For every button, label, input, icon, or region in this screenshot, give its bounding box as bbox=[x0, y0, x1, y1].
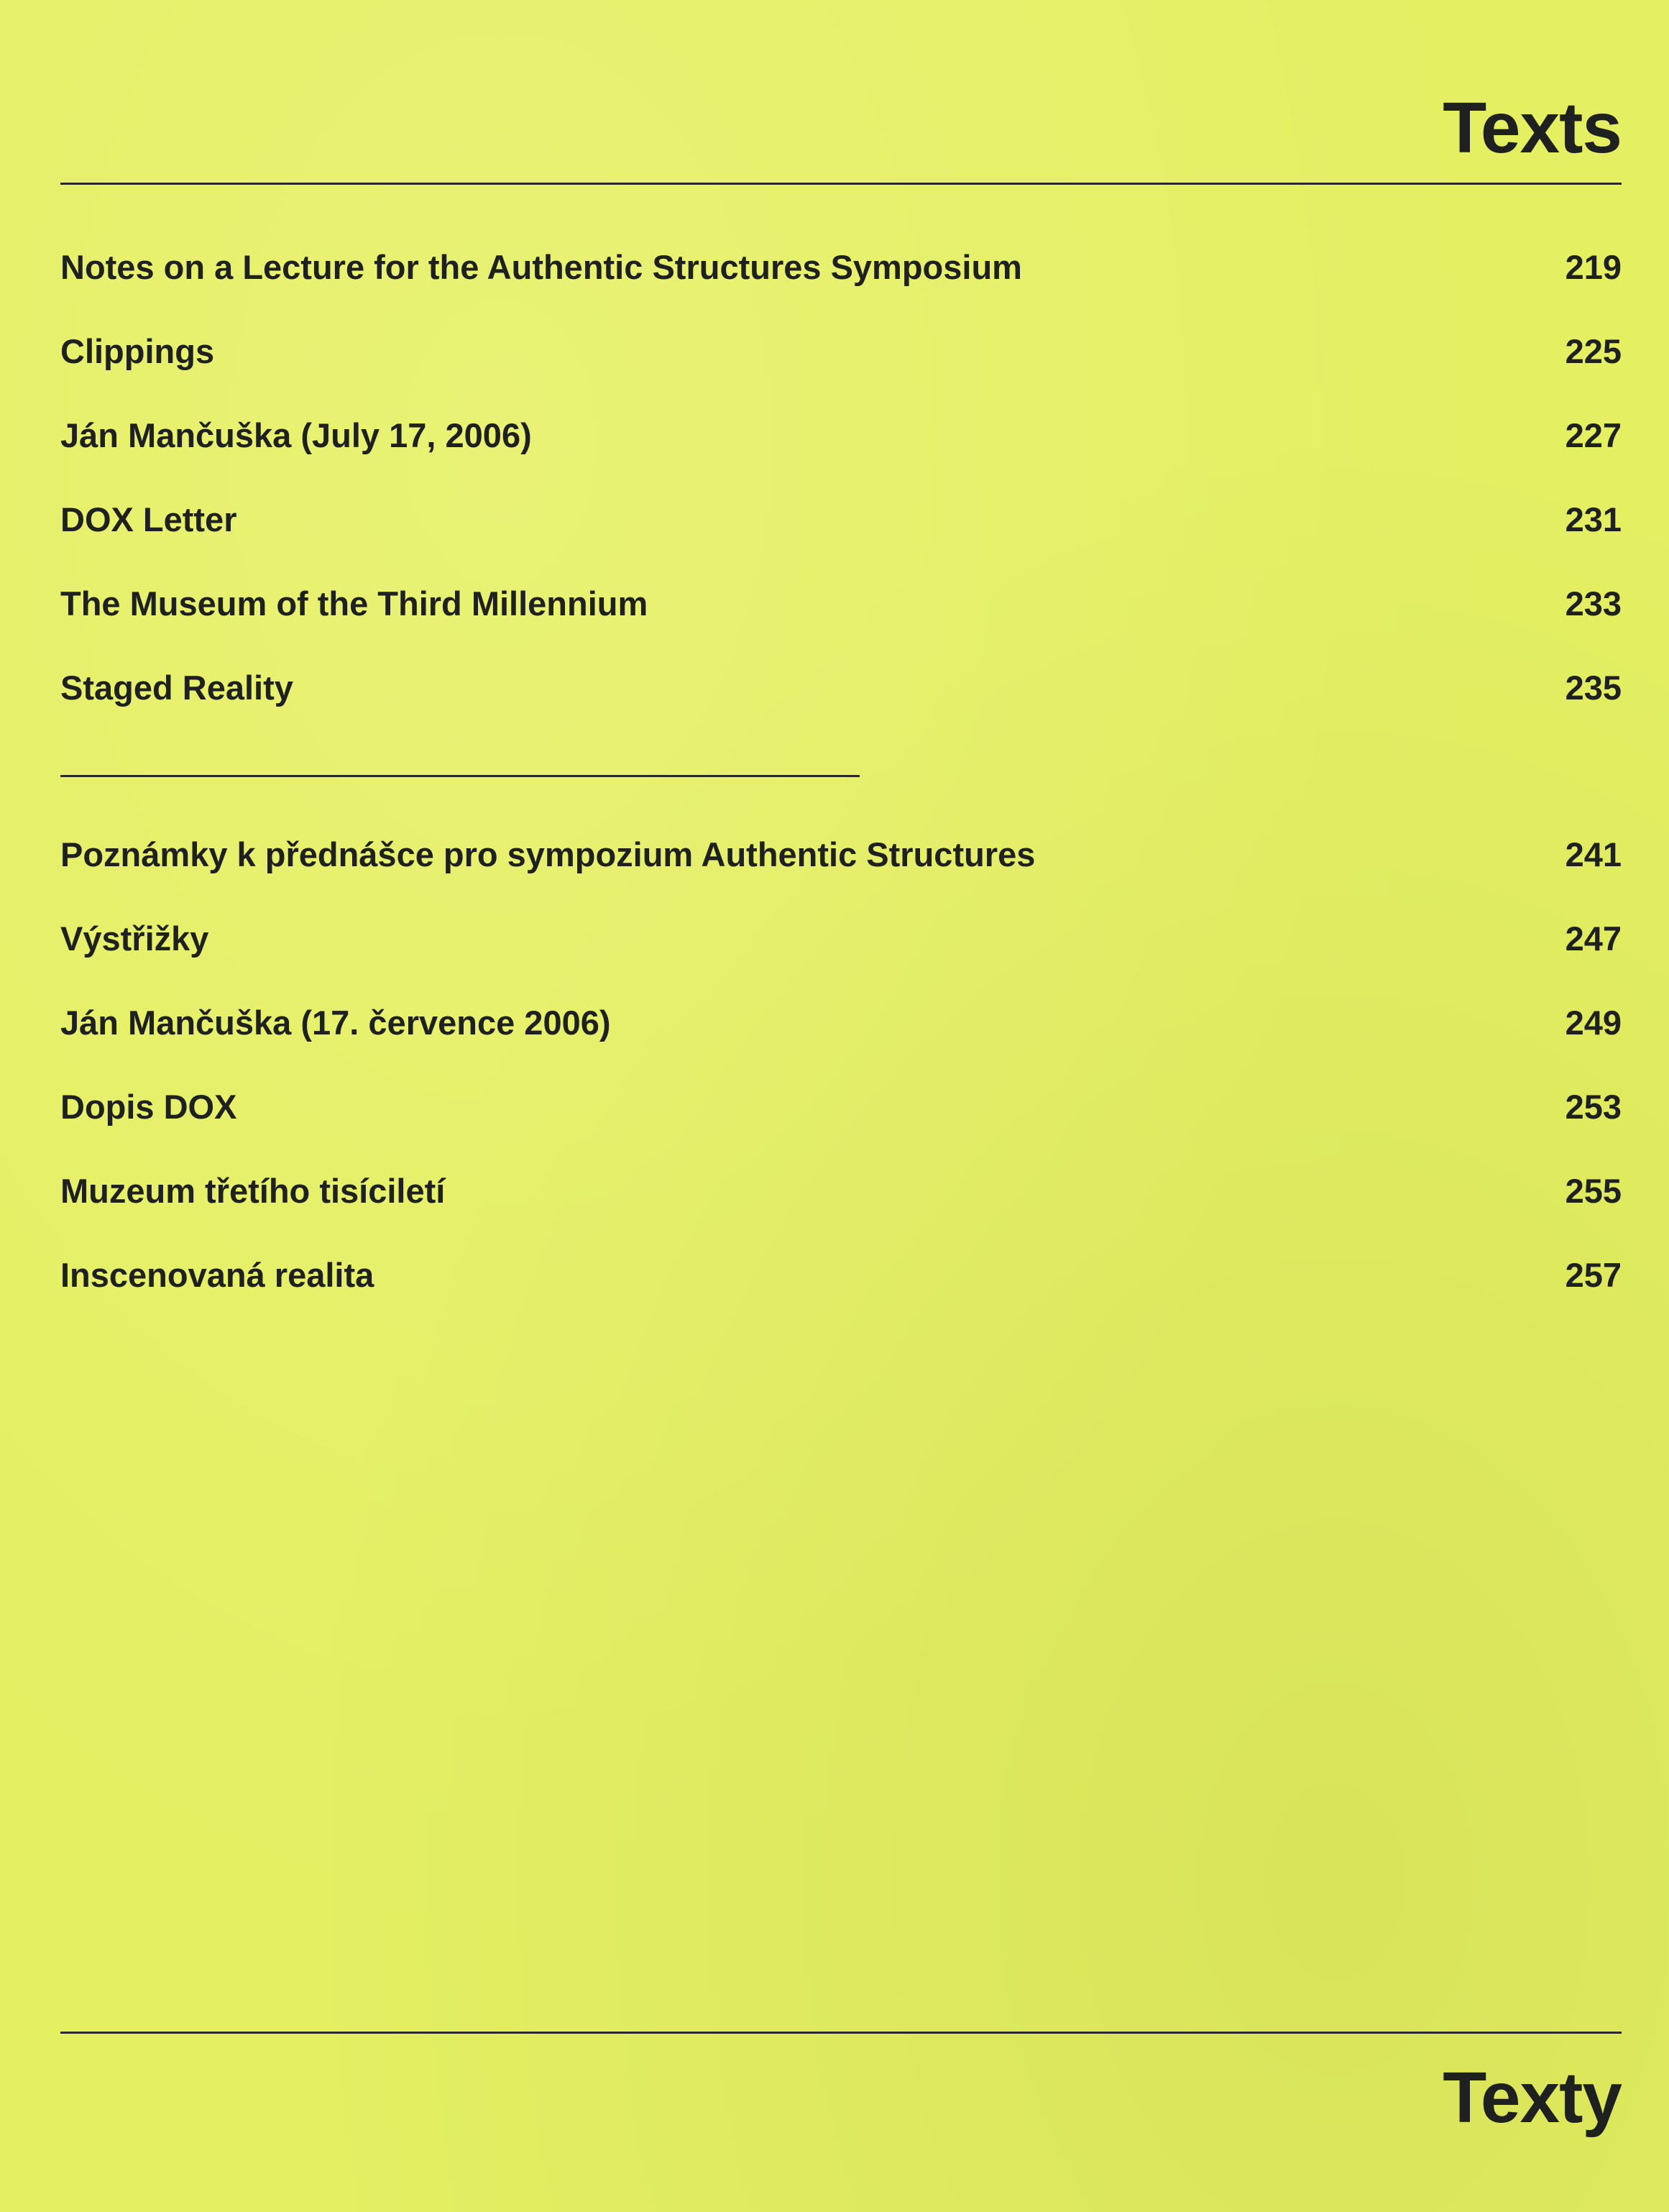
toc-english bbox=[60, 250, 1622, 755]
toc-entry-title: Inscenovaná realita bbox=[60, 1256, 374, 1294]
toc-entry-title: Staged Reality bbox=[60, 669, 293, 707]
toc-entry-page: 235 bbox=[1565, 669, 1622, 707]
toc-entry-title: Poznámky k přednášce pro sympozium Authentic Structures bbox=[60, 835, 1036, 873]
toc-czech bbox=[60, 837, 1622, 1342]
language-divider bbox=[60, 775, 860, 777]
toc-entry-page: 249 bbox=[1565, 1004, 1622, 1042]
toc-entry bbox=[60, 502, 1622, 587]
toc-entry bbox=[60, 671, 1622, 755]
toc-entry bbox=[60, 919, 1622, 1006]
toc-entry-page: 233 bbox=[1565, 584, 1622, 623]
toc-entry bbox=[60, 1006, 1622, 1090]
toc-entry-page: 225 bbox=[1565, 332, 1622, 370]
toc-entry-title: Clippings bbox=[60, 332, 215, 370]
toc-entry bbox=[60, 1258, 1622, 1342]
toc-entry-page: 253 bbox=[1565, 1088, 1622, 1126]
toc-entry-page: 247 bbox=[1565, 919, 1622, 958]
toc-entry-title: Ján Mančuška (17. července 2006) bbox=[60, 1004, 611, 1042]
toc-entry bbox=[60, 334, 1622, 418]
toc-entry-page: 257 bbox=[1565, 1256, 1622, 1294]
toc-entry-page: 227 bbox=[1565, 416, 1622, 454]
toc-entry-page: 241 bbox=[1565, 835, 1622, 873]
toc-entry bbox=[60, 837, 1622, 922]
toc-entry-title: DOX Letter bbox=[60, 500, 237, 538]
toc-entry-title: Notes on a Lecture for the Authentic Structures Symposium bbox=[60, 248, 1022, 286]
top-divider bbox=[60, 183, 1622, 185]
toc-entry-title: Výstřižky bbox=[60, 919, 209, 958]
toc-entry-page: 231 bbox=[1565, 500, 1622, 538]
bottom-divider bbox=[60, 2032, 1622, 2034]
toc-entry-page: 255 bbox=[1565, 1172, 1622, 1210]
toc-entry-title: The Museum of the Third Millennium bbox=[60, 584, 648, 623]
toc-entry-title: Ján Mančuška (July 17, 2006) bbox=[60, 416, 532, 454]
toc-entry-title: Dopis DOX bbox=[60, 1088, 237, 1126]
toc-entry bbox=[60, 418, 1622, 502]
section-heading-texts: Texts bbox=[1443, 88, 1622, 168]
toc-entry bbox=[60, 1174, 1622, 1258]
section-heading-texty: Texty bbox=[1443, 2057, 1622, 2138]
toc-entry bbox=[60, 1090, 1622, 1174]
toc-entry bbox=[60, 250, 1622, 334]
toc-entry-page: 219 bbox=[1565, 248, 1622, 286]
toc-entry bbox=[60, 584, 1622, 671]
toc-entry-title: Muzeum třetího tisíciletí bbox=[60, 1172, 446, 1210]
